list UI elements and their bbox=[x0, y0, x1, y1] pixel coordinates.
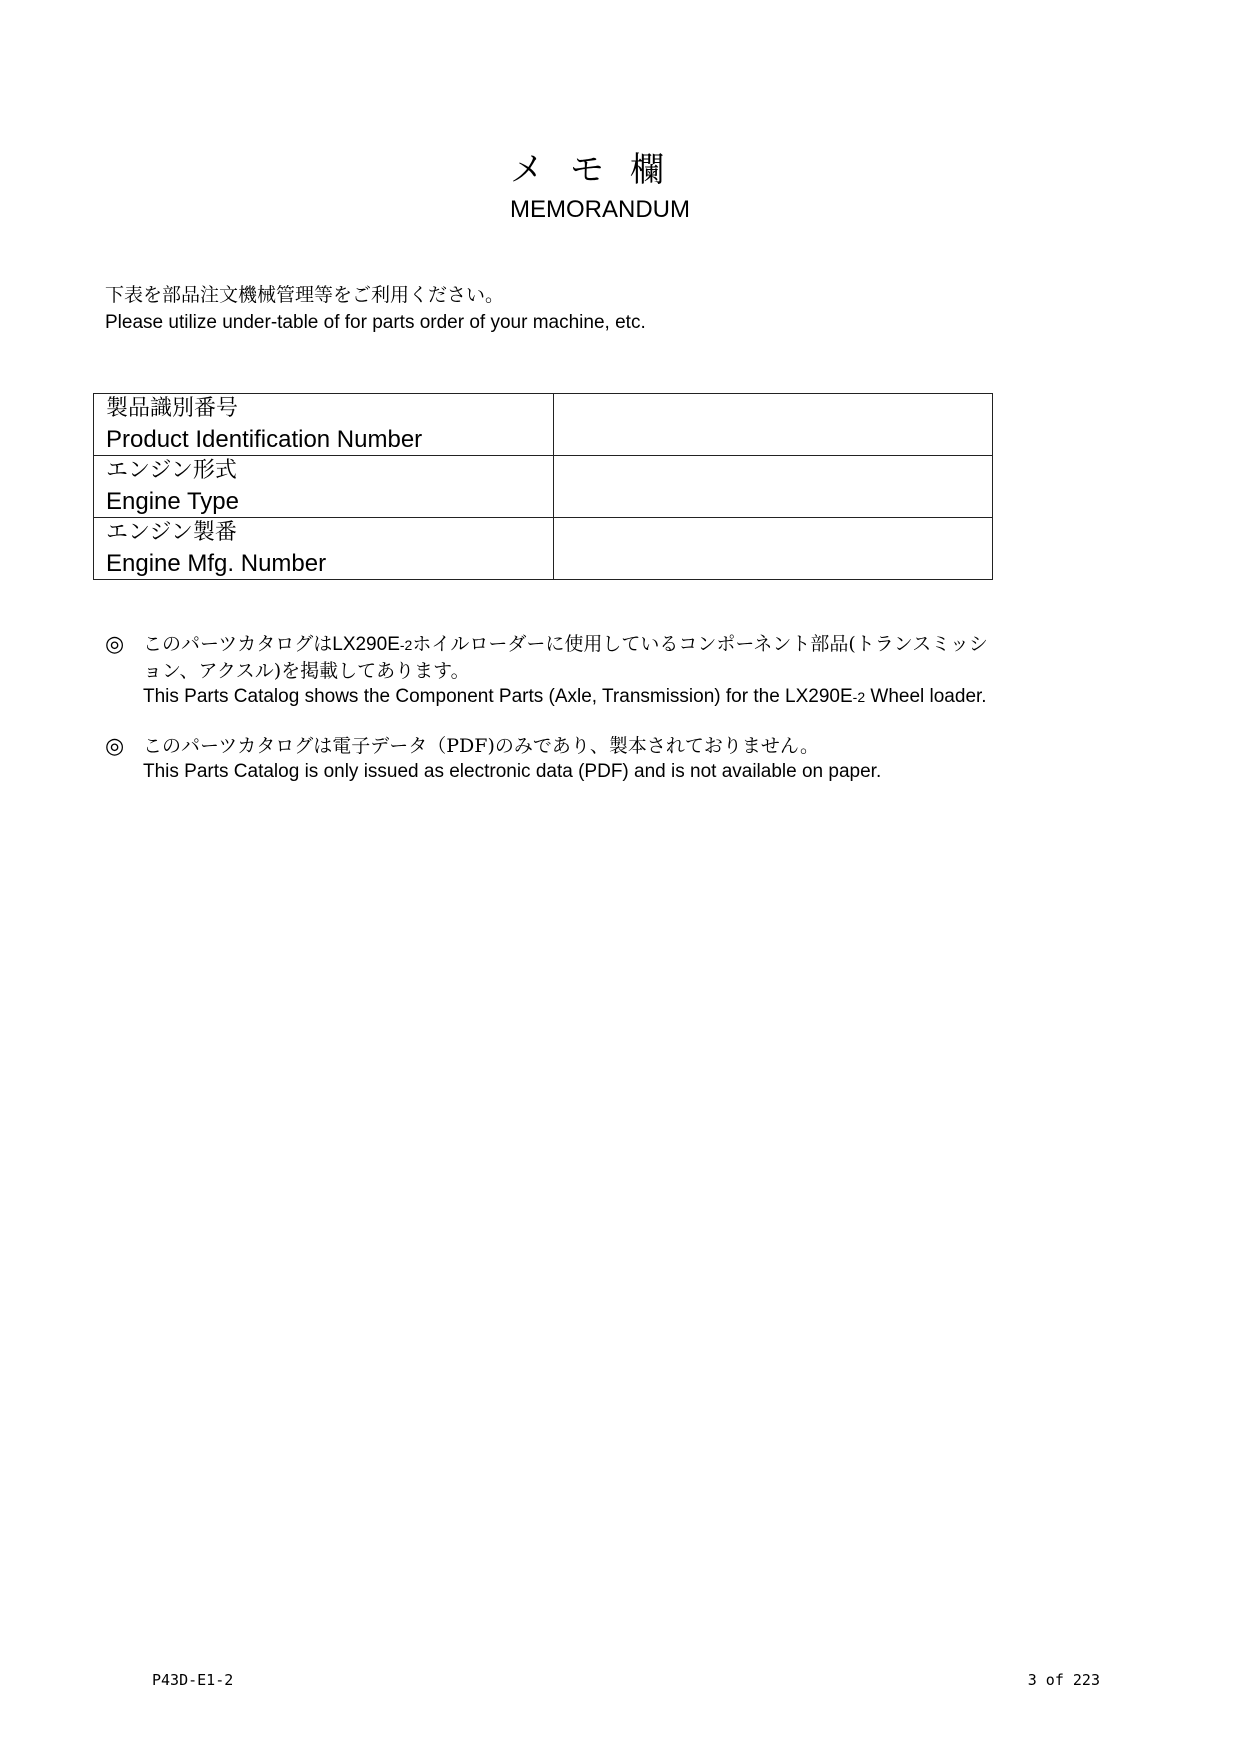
machine-info-table bbox=[93, 393, 993, 580]
page-title-en: MEMORANDUM bbox=[510, 196, 690, 223]
note1-jp-model-suffix: -2 bbox=[399, 637, 413, 653]
note2-en: This Parts Catalog is only issued as electronic data (PDF) and is not available on paper. bbox=[143, 761, 882, 782]
engine-mfg-label-en: Engine Mfg. Number bbox=[106, 550, 327, 577]
table-label-cell bbox=[94, 518, 554, 580]
table-label-cell bbox=[94, 394, 554, 456]
table-row-product-id bbox=[94, 394, 993, 456]
note1-jp-b: ホイルローダーに使用しているコンポーネント部品(トランスミッシ bbox=[412, 633, 988, 655]
product-id-label-jp: 製品識別番号 bbox=[106, 396, 239, 421]
intro-en: Please utilize under-table of for parts order of your machine, etc. bbox=[105, 312, 646, 333]
engine-mfg-label-jp: エンジン製番 bbox=[106, 520, 237, 545]
double-circle-icon: ◎ bbox=[105, 631, 125, 656]
table-label-cell bbox=[94, 456, 554, 518]
note-component-parts bbox=[105, 631, 1105, 710]
product-id-label-en: Product Identification Number bbox=[106, 426, 423, 453]
note1-jp-a: このパーツカタログは bbox=[143, 633, 333, 655]
footer-page-number: 3 of 223 bbox=[1027, 1671, 1100, 1689]
note2-jp: このパーツカタログは電子データ（PDF)のみであり、製本されておりません。 bbox=[143, 735, 819, 757]
intro-text bbox=[105, 282, 646, 336]
note1-en-b: Wheel loader. bbox=[865, 686, 987, 707]
page-title-jp: メモ欄 bbox=[510, 150, 690, 190]
product-id-value bbox=[553, 394, 992, 456]
intro-jp: 下表を部品注文機械管理等をご利用ください。 bbox=[105, 284, 505, 306]
note1-jp-line2: ョン、アクスル)を掲載してあります。 bbox=[143, 660, 470, 682]
note1-en-suffix: -2 bbox=[852, 689, 866, 705]
double-circle-icon: ◎ bbox=[105, 733, 125, 758]
footer-doc-code: P43D-E1-2 bbox=[152, 1671, 234, 1689]
note-electronic-only bbox=[105, 733, 1105, 785]
engine-type-value bbox=[553, 456, 992, 518]
table-row-engine-mfg-number bbox=[94, 518, 993, 580]
note1-jp-line1 bbox=[143, 631, 1105, 658]
note1-jp-model: LX290E bbox=[332, 634, 400, 655]
engine-type-label-en: Engine Type bbox=[106, 488, 239, 515]
table-row-engine-type bbox=[94, 456, 993, 518]
note1-en-a: This Parts Catalog shows the Component Parts (Axle, Transmission) for the LX290E bbox=[143, 686, 853, 707]
note1-en bbox=[143, 684, 1105, 710]
engine-mfg-value bbox=[553, 518, 992, 580]
engine-type-label-jp: エンジン形式 bbox=[106, 458, 237, 483]
